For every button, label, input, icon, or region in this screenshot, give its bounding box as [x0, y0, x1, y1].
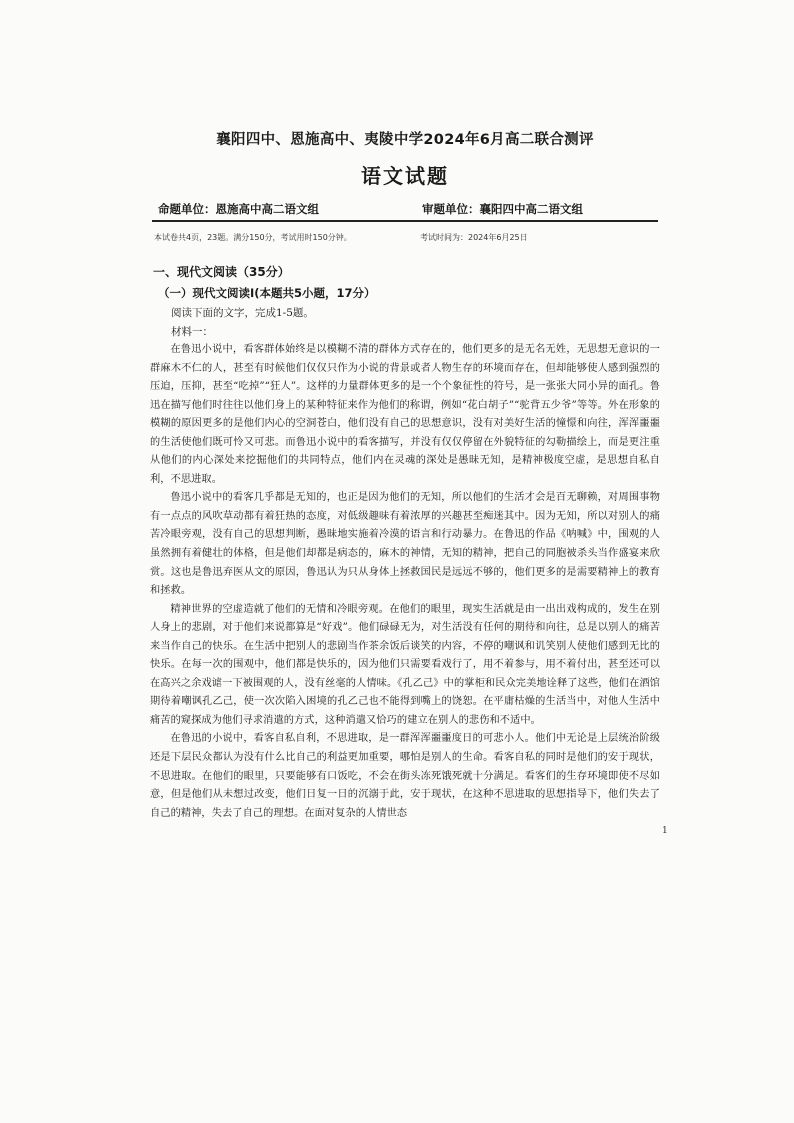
passage-paragraph: 鲁迅小说中的看客几乎都是无知的，也正是因为他们的无知，所以他们的生活才会是百无聊赖，对周围事物有一点点的风吹草动都有着狂热的态度，对低级趣味有着浓厚的兴趣甚至痴迷其中。因为无知，所以对别人的痛苦冷眼旁观，没有自己的思想判断，愚昧地实施着冷漠的语言和行动暴力。在鲁迅的作品《呐喊》中，围观的人虽然拥有着健壮的体格，但是他们却都是病态的，麻木的神情，无知的精神，把自己的同胞被杀头当作盛宴来欣赏。这也是鲁迅弃医从文的原因，鲁迅认为只从身体上拯救国民是远远不够的，他们更多的是需要精神上的教育和拯救。: [150, 492, 660, 597]
exam-date: 考试时间为：2024年6月25日: [420, 233, 528, 242]
sub-section-heading: （一）现代文阅读Ⅰ(本题共5小题，17分）: [158, 286, 376, 300]
passage-paragraph: 在鲁迅小说中，看客群体始终是以模糊不清的群体方式存在的，他们更多的是无名无姓，无思想无意识的一群麻木不仁的人，甚至有时候他们仅仅只作为小说的背景或者人物生存的环境而存在，但却能够使人感到强烈的压迫，压抑，甚至“吃掉”“狂人”。这样的力量群体更多的是一个个象征性的符号，是一张张大同小异的面孔。鲁迅在描写他们时往往以他们身上的某种特征来作为他们的称谓，例如“花白胡子”“驼背五少爷”等等。外在形象的模糊的原因更多的是他们内心的空洞苍白，他们没有自己的思想意识，没有对美好生活的憧憬和向往，浑浑噩噩的生活使他们既可怜又可悲。而鲁迅小说中的看客描写，并没有仅仅停留在外貌特征的勾勒描绘上，而是更注重从他们的内心深处来挖掘他们的共同特点，他们内在灵魂的深处是愚昧无知，是精神极度空虚，是思想自私自利，不思进取。: [150, 344, 660, 485]
page-number: 1: [662, 826, 668, 836]
exam-header: 襄阳四中、恩施高中、夷陵中学2024年6月高二联合测评: [216, 132, 594, 148]
reading-passage: [150, 341, 660, 823]
proposer-unit: 命题单位：恩施高中高二语文组: [158, 202, 319, 216]
material-label: 材料一：: [171, 326, 213, 338]
unit-row: [152, 198, 658, 222]
exam-scope-note: 本试卷共4页，23题。满分150分，考试用时150分钟。: [154, 233, 352, 242]
reading-instruction: 阅读下面的文字，完成1-5题。: [171, 307, 314, 319]
exam-title: 语文试题: [361, 164, 449, 188]
section-heading: 一、现代文阅读（35分）: [153, 265, 290, 279]
passage-paragraph: 精神世界的空虚造就了他们的无情和冷眼旁观。在他们的眼里，现实生活就是由一出出戏构成的，发生在别人身上的悲剧，对于他们来说都算是“好戏”。他们碌碌无为，对生活没有任何的期待和向往，总是以别人的痛苦来当作自己的快乐。在生活中把别人的悲剧当作茶余饭后谈笑的内容，不停的嘲讽和讥笑别人使他们感到无比的快乐。在每一次的围观中，他们都是快乐的，因为他们只需要看戏行了，用不着参与，用不着付出，甚至还可以在高兴之余戏谑一下被围观的人，没有丝毫的人情味。《孔乙己》中的掌柜和民众完美地诠释了这些，他们在酒馆期待着嘲讽孔乙己，使一次次陷入困境的孔乙己也不能得到嘴上的饶恕。在平庸枯燥的生活当中，对他人生活中痛苦的窥探成为他们寻求消遣的方式，这种消遣又恰巧的建立在别人的悲伤和不适中。: [150, 603, 660, 726]
passage-paragraph: 在鲁迅的小说中，看客自私自利，不思进取，是一群浑浑噩噩度日的可悲小人。他们中无论是上层统治阶级还是下层民众都认为没有什么比自己的利益更加重要，哪怕是别人的生命。看客自私的同时是他们的安于现状，不思进取。在他们的眼里，只要能够有口饭吃，不会在街头冻死饿死就十分满足。看客们的生存环境即使不尽如意，但是他们从未想过改变，他们日复一日的沉溺于此，安于现状，在这种不思进取的思想指导下，他们失去了自己的精神，失去了自己的理想。在面对复杂的人情世态: [150, 733, 660, 819]
exam-info-row: [152, 232, 658, 248]
reviewer-unit: 审题单位：襄阳四中高二语文组: [422, 202, 583, 216]
